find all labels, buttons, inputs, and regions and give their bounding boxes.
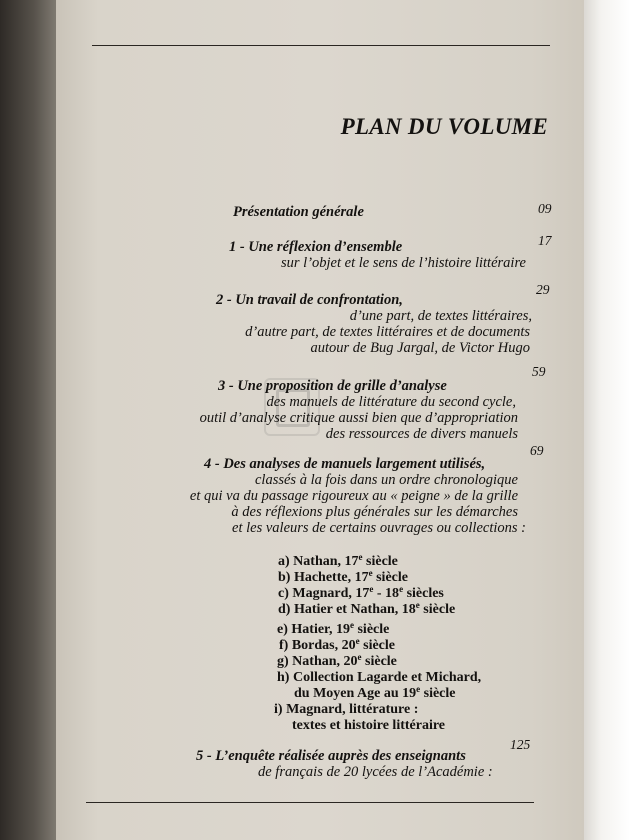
section-5-heading: 5 - L’enquête réalisée auprès des enseignants xyxy=(196,748,466,764)
item-letter: h) xyxy=(277,670,290,685)
item-letter: e) xyxy=(277,622,288,637)
list-item xyxy=(277,670,481,686)
item-text: Hachette, 17 xyxy=(293,570,369,585)
item-letter: d) xyxy=(278,602,291,617)
section-1-line-1: sur l’objet et le sens de l’histoire littéraire xyxy=(281,255,526,271)
section-1-page-number: 17 xyxy=(538,233,552,248)
presentation-page-number: 09 xyxy=(538,201,552,216)
list-item xyxy=(274,702,418,718)
section-4-line-1: classés à la fois dans un ordre chronologique xyxy=(254,472,518,488)
book-page xyxy=(56,0,584,840)
list-item: b) Hachette, 17e siècle xyxy=(278,568,408,585)
section-4-line-4: et les valeurs de certains ouvrages ou collections : xyxy=(232,520,526,536)
list-item: a) Nathan, 17e siècle xyxy=(278,552,398,569)
section-3-line-3: des ressources de divers manuels xyxy=(325,426,518,442)
section-2-line-2: d’autre part, de textes littéraires et de documents xyxy=(245,324,530,340)
item-text: Hatier et Nathan, 18 xyxy=(293,602,416,617)
section-4-line-2: et qui va du passage rigoureux au « peigne » de la grille xyxy=(189,488,518,504)
section-4-page-number: 69 xyxy=(530,443,544,458)
item-letter: i) xyxy=(274,702,283,717)
item-text: Nathan, 20 xyxy=(292,654,358,669)
item-letter: a) xyxy=(278,554,290,569)
dark-background-left xyxy=(0,0,62,840)
item-text: Bordas, 20 xyxy=(291,638,356,653)
list-item-continuation: du Moyen Age au 19e siècle xyxy=(294,684,456,701)
list-item: e) Hatier, 19e siècle xyxy=(277,620,390,637)
presentation-heading: Présentation générale xyxy=(233,204,364,220)
item-letter: f) xyxy=(279,638,289,653)
list-item-continuation: textes et histoire littéraire xyxy=(292,718,446,733)
section-2-page-number: 29 xyxy=(536,282,550,297)
item-letter: c) xyxy=(278,586,289,601)
section-4-line-3: à des réflexions plus générales sur les démarches xyxy=(231,504,518,520)
page-title: PLAN DU VOLUME xyxy=(340,114,548,139)
section-3-page-number: 59 xyxy=(532,364,546,379)
section-2-heading: 2 - Un travail de confrontation, xyxy=(216,292,403,308)
section-2-line-1: d’une part, de textes littéraires, xyxy=(349,308,532,324)
item-text: Nathan, 17 xyxy=(293,554,359,569)
item-text: Collection Lagarde et Michard, xyxy=(292,670,482,685)
section-3-line-2: outil d’analyse critique aussi bien que d’appropriation xyxy=(199,410,518,426)
light-background-right xyxy=(582,0,630,840)
item-text: Magnard, 17 xyxy=(292,586,370,601)
section-3-heading: 3 - Une proposition de grille d’analyse xyxy=(218,378,447,394)
section-4-heading: 4 - Des analyses de manuels largement utilisés, xyxy=(204,456,486,472)
list-item: c) Magnard, 17e - 18e siècles xyxy=(278,584,444,601)
top-rule xyxy=(92,45,550,46)
item-letter: b) xyxy=(278,570,291,585)
item-text: Hatier, 19 xyxy=(291,622,350,637)
item-text: Magnard, littérature : xyxy=(286,702,419,717)
section-5-line-1: de français de 20 lycées de l’Académie : xyxy=(258,764,493,780)
list-item: g) Nathan, 20e siècle xyxy=(277,652,397,669)
item-letter: g) xyxy=(277,654,289,669)
bottom-rule xyxy=(86,802,534,803)
list-item: d) Hatier et Nathan, 18e siècle xyxy=(278,600,456,617)
list-item: f) Bordas, 20e siècle xyxy=(279,636,395,653)
section-2-line-3: autour de Bug Jargal, de Victor Hugo xyxy=(310,340,530,356)
section-3-line-1: des manuels de littérature du second cycle, xyxy=(266,394,516,410)
section-5-page-number: 125 xyxy=(510,737,531,752)
section-1-heading: 1 - Une réflexion d’ensemble xyxy=(229,239,403,255)
